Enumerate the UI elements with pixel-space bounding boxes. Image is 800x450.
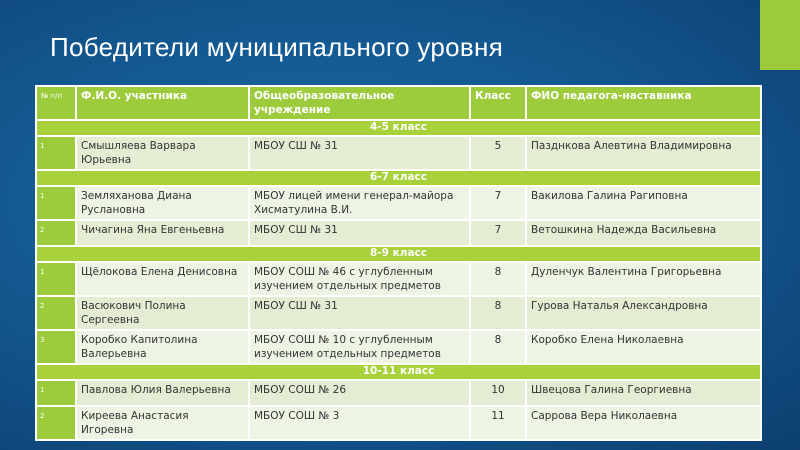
cell-grade: 5: [470, 136, 526, 170]
section-row: [36, 170, 761, 186]
cell-num: 2: [36, 406, 76, 440]
cell-num: 1: [36, 262, 76, 296]
cell-num: 1: [36, 186, 76, 220]
cell-teacher: Саррова Вера Николаевна: [526, 406, 761, 440]
cell-teacher: Гурова Наталья Александровна: [526, 296, 761, 330]
cell-teacher: Швецова Галина Георгиевна: [526, 380, 761, 406]
cell-teacher: Вакилова Галина Рагиповна: [526, 186, 761, 220]
header-name: Ф.И.О. участника: [76, 86, 249, 120]
section-row: [36, 120, 761, 136]
table-row: [36, 380, 761, 406]
cell-grade: 11: [470, 406, 526, 440]
table-row: [36, 406, 761, 440]
cell-school: МБОУ СОШ № 26: [249, 380, 470, 406]
cell-teacher: Коробко Елена Николаевна: [526, 330, 761, 364]
cell-name: Чичагина Яна Евгеньевна: [76, 220, 249, 246]
table-row: [36, 220, 761, 246]
cell-grade: 7: [470, 220, 526, 246]
table-row: [36, 262, 761, 296]
header-school: Общеобразовательное учреждение: [249, 86, 470, 120]
header-grade: Класс: [470, 86, 526, 120]
cell-name: Павлова Юлия Валерьевна: [76, 380, 249, 406]
slide-title: Победители муниципального уровня: [50, 32, 504, 62]
corner-accent: [760, 0, 800, 70]
section-label: 6-7 класс: [36, 170, 761, 186]
cell-grade: 7: [470, 186, 526, 220]
cell-grade: 10: [470, 380, 526, 406]
cell-teacher: Ветошкина Надежда Васильевна: [526, 220, 761, 246]
cell-name: Земляханова Диана Руслановна: [76, 186, 249, 220]
cell-school: МБОУ СШ № 31: [249, 296, 470, 330]
table-row: [36, 186, 761, 220]
cell-school: МБОУ СШ № 31: [249, 136, 470, 170]
table-row: [36, 296, 761, 330]
table-row: [36, 136, 761, 170]
cell-num: 1: [36, 136, 76, 170]
section-row: [36, 246, 761, 262]
header-num: № п/п: [36, 86, 76, 120]
section-label: 10-11 класс: [36, 364, 761, 380]
cell-school: МБОУ лицей имени генерал-майора Хисматулина В.И.: [249, 186, 470, 220]
header-teacher: ФИО педагога-наставника: [526, 86, 761, 120]
section-row: [36, 364, 761, 380]
table-row: [36, 330, 761, 364]
cell-school: МБОУ СОШ № 46 с углубленным изучением отдельных предметов: [249, 262, 470, 296]
cell-name: Киреева Анастасия Игоревна: [76, 406, 249, 440]
cell-name: Смышляева Варвара Юрьевна: [76, 136, 249, 170]
section-label: 4-5 класс: [36, 120, 761, 136]
section-label: 8-9 класс: [36, 246, 761, 262]
cell-name: Щёлокова Елена Денисовна: [76, 262, 249, 296]
cell-num: 3: [36, 330, 76, 364]
cell-teacher: Пазднкова Алевтина Владимировна: [526, 136, 761, 170]
cell-num: 2: [36, 296, 76, 330]
cell-school: МБОУ СОШ № 3: [249, 406, 470, 440]
cell-grade: 8: [470, 296, 526, 330]
cell-school: МБОУ СОШ № 10 с углубленным изучением отдельных предметов: [249, 330, 470, 364]
cell-teacher: Дуленчук Валентина Григорьевна: [526, 262, 761, 296]
cell-grade: 8: [470, 330, 526, 364]
cell-name: Коробко Капитолина Валерьевна: [76, 330, 249, 364]
cell-grade: 8: [470, 262, 526, 296]
cell-name: Васюкович Полина Сергеевна: [76, 296, 249, 330]
winners-table: [35, 85, 762, 441]
cell-num: 2: [36, 220, 76, 246]
cell-num: 1: [36, 380, 76, 406]
table-header: [36, 86, 761, 120]
cell-school: МБОУ СШ № 31: [249, 220, 470, 246]
